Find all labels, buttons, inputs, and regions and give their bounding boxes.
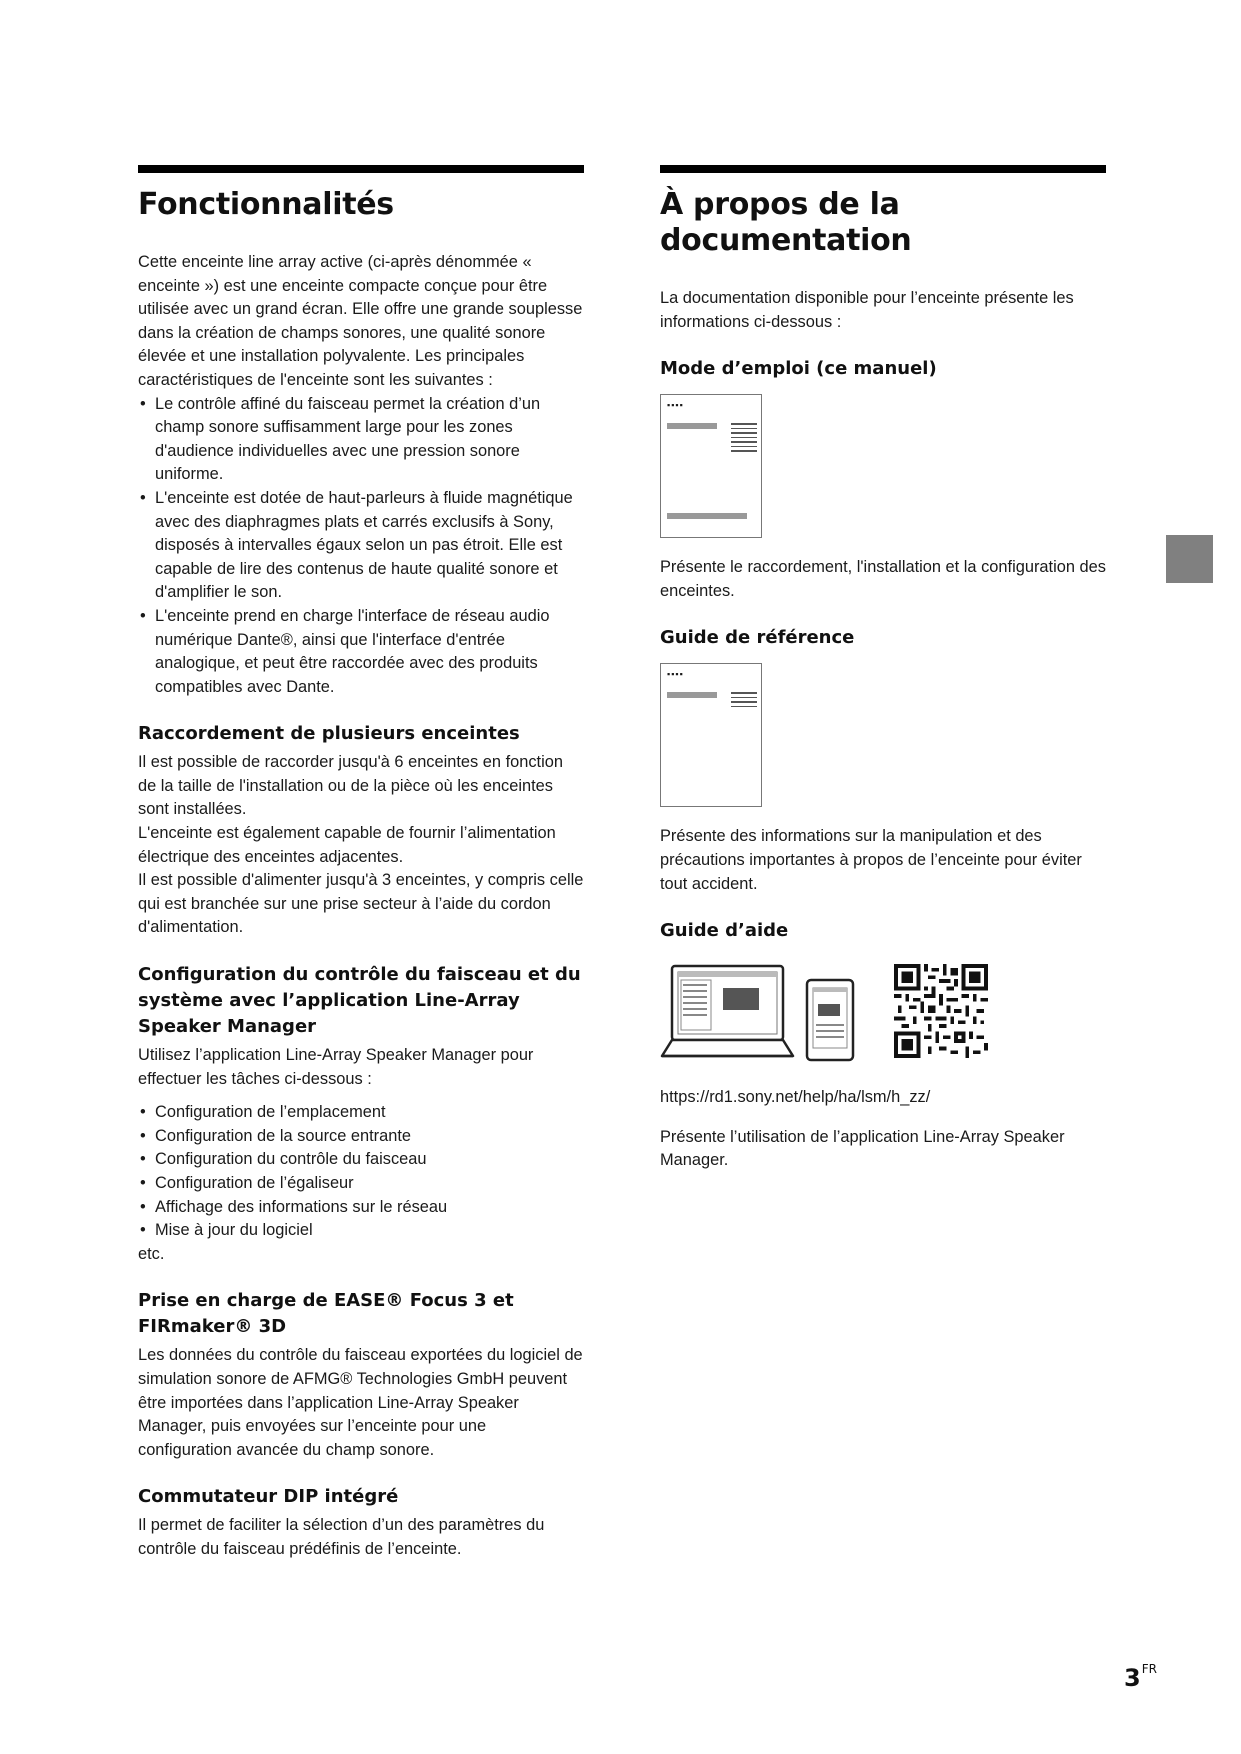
app-config-heading: Configuration du contrôle du faisceau et du système avec l’application Line-Array Speaker Manager <box>138 964 581 1038</box>
multi-speaker-heading: Raccordement de plusieurs enceintes <box>138 723 520 745</box>
task-item: • Configuration de la source entrante <box>138 1125 584 1149</box>
side-tab-marker <box>1166 535 1213 583</box>
features-intro: Cette enceinte line array active (ci-après dénommée « enceinte ») est une enceinte compacte conçue pour être utilisée avec un grand écran. Elle offre une grande souplesse dans la création de champs sonores, une qualité sonore élevée et une installation polyvalente. Les principales caractéristiques de l'enceinte sont les suivantes : <box>138 253 583 389</box>
documentation-title <box>660 187 1106 259</box>
help-guide-illustration <box>660 960 1106 1070</box>
help-guide-url[interactable]: https://rd1.sony.net/help/ha/lsm/h_zz/ <box>660 1088 931 1107</box>
section-rule <box>138 165 584 173</box>
feature-item: • L'enceinte prend en charge l'interface de réseau audio numérique Dante®, ainsi que l'interface d'entrée analogique, et peut être raccordée avec des produits compatibles avec Dante. <box>138 605 584 699</box>
manual-thumbnail <box>660 394 762 538</box>
page-number <box>1124 1664 1157 1692</box>
app-config-text: Utilisez l’application Line-Array Speaker Manager pour effectuer les tâches ci-dessous : <box>138 1046 534 1088</box>
reference-thumbnail <box>660 663 762 807</box>
documentation-title-line1: À propos de la <box>660 187 900 222</box>
app-tasks-list <box>138 1101 584 1243</box>
documentation-intro: La documentation disponible pour l’enceinte présente les informations ci-dessous : <box>660 289 1074 331</box>
doc-heading-help: Guide d’aide <box>660 920 789 942</box>
qr-code-icon <box>894 964 988 1058</box>
ease-text: Les données du contrôle du faisceau exportées du logiciel de simulation sonore de AFMG® Technologies GmbH peuvent être importées dans l’application Line-Array Speaker Manager, puis envoyées sur l’enceinte pour une configuration avancée du champ sonore. <box>138 1346 583 1459</box>
thumb-dots: ▪▪▪▪ <box>667 400 684 411</box>
task-item: • Mise à jour du logiciel <box>138 1219 584 1243</box>
manual-description: Présente le raccordement, l'installation et la configuration des enceintes. <box>660 558 1106 600</box>
ease-heading: Prise en charge de EASE® Focus 3 et FIRmaker® 3D <box>138 1290 514 1338</box>
thumb-dots: ▪▪▪▪ <box>667 669 684 680</box>
page-number-value: 3 <box>1124 1664 1141 1692</box>
features-title: Fonctionnalités <box>138 187 394 222</box>
section-rule <box>660 165 1106 173</box>
dip-text: Il permet de faciliter la sélection d’un des paramètres du contrôle du faisceau prédéfinis de l’enceinte. <box>138 1516 545 1558</box>
features-list <box>138 393 584 700</box>
task-item: • Configuration du contrôle du faisceau <box>138 1148 584 1172</box>
doc-heading-manual: Mode d’emploi (ce manuel) <box>660 358 937 380</box>
task-item: • Affichage des informations sur le réseau <box>138 1196 584 1220</box>
tasks-etc: etc. <box>138 1244 165 1263</box>
multi-speaker-text: Il est possible de raccorder jusqu'à 6 enceintes en fonction de la taille de l'installation ou de la pièce où les enceintes sont installées. L'enceinte est également capable de fournir l’alimentation électrique des enceintes adjacentes. Il est possible d'alimenter jusqu'à 3 enceintes, y compris celle qui est branchée sur une prise secteur à l’aide du cordon d'alimentation. <box>138 753 584 937</box>
reference-description: Présente des informations sur la manipulation et des précautions importantes à propos de l’enceinte pour éviter tout accident. <box>660 827 1082 893</box>
task-item: • Configuration de l’emplacement <box>138 1101 584 1125</box>
documentation-title-line2: documentation <box>660 223 912 258</box>
task-item: • Configuration de l’égaliseur <box>138 1172 584 1196</box>
feature-item: • L'enceinte est dotée de haut-parleurs à fluide magnétique avec des diaphragmes plats et carrés exclusifs à Sony, disposés à intervalles égaux selon un pas étroit. Elle est capable de lire des contenus de haute qualité sonore et d'amplifier le son. <box>138 487 584 605</box>
help-guide-description: Présente l’utilisation de l’application Line-Array Speaker Manager. <box>660 1127 1065 1170</box>
laptop-icon <box>660 964 795 1064</box>
page-lang: FR <box>1141 1662 1157 1676</box>
left-column <box>138 165 584 1562</box>
dip-heading: Commutateur DIP intégré <box>138 1486 399 1508</box>
smartphone-icon <box>805 978 855 1063</box>
feature-item: • Le contrôle affiné du faisceau permet la création d’un champ sonore suffisamment large pour les zones d'audience individuelles avec une pression sonore uniforme. <box>138 393 584 487</box>
right-column <box>660 165 1106 1173</box>
doc-heading-reference: Guide de référence <box>660 627 855 649</box>
